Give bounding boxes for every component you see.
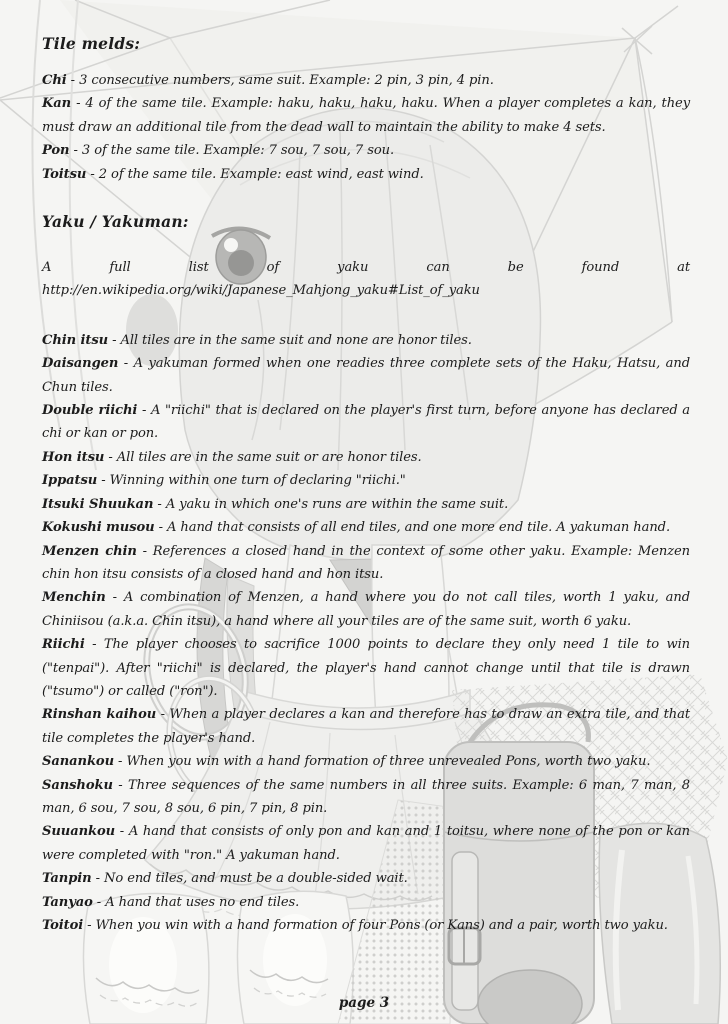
glossary-entry — [42, 139, 690, 162]
glossary-entry — [42, 516, 690, 539]
tile-melds-list — [42, 69, 690, 186]
section-title-yaku: Yaku / Yakuman: — [42, 212, 189, 232]
definition-text: Three sequences of the same numbers in all three suits. Example: 6 man, 7 man, 8 man, 6 sou, 7 sou, 8 sou, 6 pin, 7 pin, 8 pin. — [42, 777, 691, 816]
term-label: Toitoi — [42, 918, 84, 933]
definition-text: When you win with a hand formation of four Pons (or Kans) and a pair, worth two yaku. — [95, 918, 668, 933]
term-label: Tanyao — [42, 894, 93, 910]
term-separator: - — [136, 543, 153, 559]
term-separator: - — [154, 520, 167, 536]
glossary-entry — [42, 446, 690, 469]
term-label: Toitsu — [42, 166, 87, 182]
glossary-entry — [42, 867, 690, 890]
term-separator: - — [156, 707, 170, 723]
term-separator: - — [92, 894, 106, 910]
definition-text: The player chooses to sacrifice 1000 points to declare they only need 1 tile to win ("tenpai"). After "riichi" is declared, the player's hand cannot change until that tile is drawn ("tsumo") or called ("ron"). — [42, 637, 690, 699]
term-separator: - — [108, 332, 121, 348]
term-separator: - — [66, 73, 80, 88]
glossary-entry — [42, 820, 690, 867]
term-separator: - — [112, 777, 128, 793]
definition-text: A combination of Menzen, a hand where you do not call tiles, worth 1 yaku, and Chiniisou (a.k.a. Chin itsu), a hand where all your tiles are of the same suit, worth 6 yaku. — [42, 590, 690, 629]
glossary-entry — [42, 469, 690, 492]
term-label: Tanpin — [42, 871, 92, 887]
definition-text: When a player declares a kan and therefore has to draw an extra tile, and that tile completes the player's hand. — [42, 707, 691, 746]
glossary-entry — [42, 891, 690, 914]
term-separator: - — [91, 871, 104, 887]
term-label: Hon itsu — [42, 449, 105, 465]
glossary-entry — [42, 399, 690, 446]
term-separator: - — [71, 96, 86, 112]
term-label: Chi — [42, 73, 67, 88]
glossary-entry — [42, 914, 690, 937]
term-separator: - — [118, 356, 134, 372]
term-label: Itsuki Shuukan — [42, 496, 154, 512]
term-label: Daisangen — [42, 356, 119, 372]
glossary-entry — [42, 163, 690, 186]
term-separator: - — [153, 496, 166, 512]
term-separator: - — [115, 824, 129, 840]
glossary-entry — [42, 703, 690, 750]
definition-text: Winning within one turn of declaring "riichi." — [109, 473, 406, 489]
term-separator: - — [104, 449, 117, 465]
term-label: Suuankou — [42, 824, 116, 840]
term-label: Menzen chin — [42, 543, 137, 559]
definition-text: A hand that uses no end tiles. — [105, 894, 300, 910]
definition-text: A hand that consists of all end tiles, and one more end tile. A yakuman hand. — [167, 520, 671, 536]
glossary-entry — [42, 750, 690, 773]
glossary-entry — [42, 586, 690, 633]
glossary-entry — [42, 69, 690, 92]
term-label: Pon — [42, 143, 70, 159]
term-label: Chin itsu — [42, 332, 109, 348]
term-label: Riichi — [42, 637, 85, 653]
yaku-intro-line: A full list of yaku can be found at http://en.wikipedia.org/wiki/Japanese_Mahjong_yaku#List_of_yaku — [42, 260, 690, 299]
term-label: Kan — [42, 96, 72, 112]
definition-text: 3 consecutive numbers, same suit. Example: 2 pin, 3 pin, 4 pin. — [79, 73, 494, 88]
term-label: Menchin — [42, 590, 106, 606]
definition-text: When you win with a hand formation of three unrevealed Pons, worth two yaku. — [126, 754, 651, 770]
term-separator: - — [137, 403, 151, 419]
glossary-entry — [42, 493, 690, 516]
term-separator: - — [86, 166, 99, 182]
definition-text: 2 of the same tile. Example: east wind, east wind. — [98, 166, 424, 182]
term-label: Rinshan kaihou — [42, 707, 157, 723]
term-label: Ippatsu — [42, 473, 98, 489]
term-label: Sanshoku — [42, 777, 113, 793]
term-separator: - — [69, 143, 82, 159]
term-label: Kokushi musou — [42, 520, 155, 536]
glossary-entry — [42, 92, 690, 139]
term-separator: - — [84, 637, 104, 653]
glossary-entry — [42, 774, 690, 821]
definition-text: All tiles are in the same suit or are honor tiles. — [116, 449, 422, 465]
glossary-entry — [42, 352, 690, 399]
page-number: page 3 — [338, 995, 390, 1011]
definition-text: No end tiles, and must be a double-sided wait. — [104, 871, 408, 887]
glossary-entry — [42, 540, 690, 587]
section-title-tile-melds: Tile melds: — [42, 34, 141, 53]
definition-text: 4 of the same tile. Example: haku, haku, haku, haku. When a player completes a kan, they must draw an additional tile from the dead wall to maintain the ability to make 4 sets. — [42, 96, 690, 135]
term-separator: - — [83, 918, 96, 933]
definition-text: A hand that consists of only pon and kan and 1 toitsu, where none of the pon or kan were completed with "ron." A yakuman hand. — [42, 824, 690, 863]
definition-text: A "riichi" that is declared on the player's first turn, before anyone has declared a chi or kan or pon. — [42, 403, 691, 442]
definition-text: A yakuman formed when one readies three complete sets of the Haku, Hatsu, and Chun tiles. — [42, 356, 691, 395]
glossary-entry — [42, 633, 690, 703]
term-separator: - — [97, 473, 110, 489]
term-label: Double riichi — [42, 403, 138, 419]
term-separator: - — [114, 754, 127, 770]
term-label: Sanankou — [42, 754, 114, 770]
definition-text: 3 of the same tile. Example: 7 sou, 7 sou, 7 sou. — [81, 143, 395, 159]
yaku-list — [42, 329, 690, 938]
term-separator: - — [105, 590, 124, 606]
definition-text: A yaku in which one's runs are within the same suit. — [165, 496, 509, 512]
definition-text: All tiles are in the same suit and none are honor tiles. — [120, 332, 472, 348]
page-text — [42, 34, 690, 937]
definition-text: References a closed hand in the context of some other yaku. Example: Menzen chin hon itsu consists of a closed hand and hon itsu. — [42, 543, 691, 582]
glossary-entry — [42, 329, 690, 352]
